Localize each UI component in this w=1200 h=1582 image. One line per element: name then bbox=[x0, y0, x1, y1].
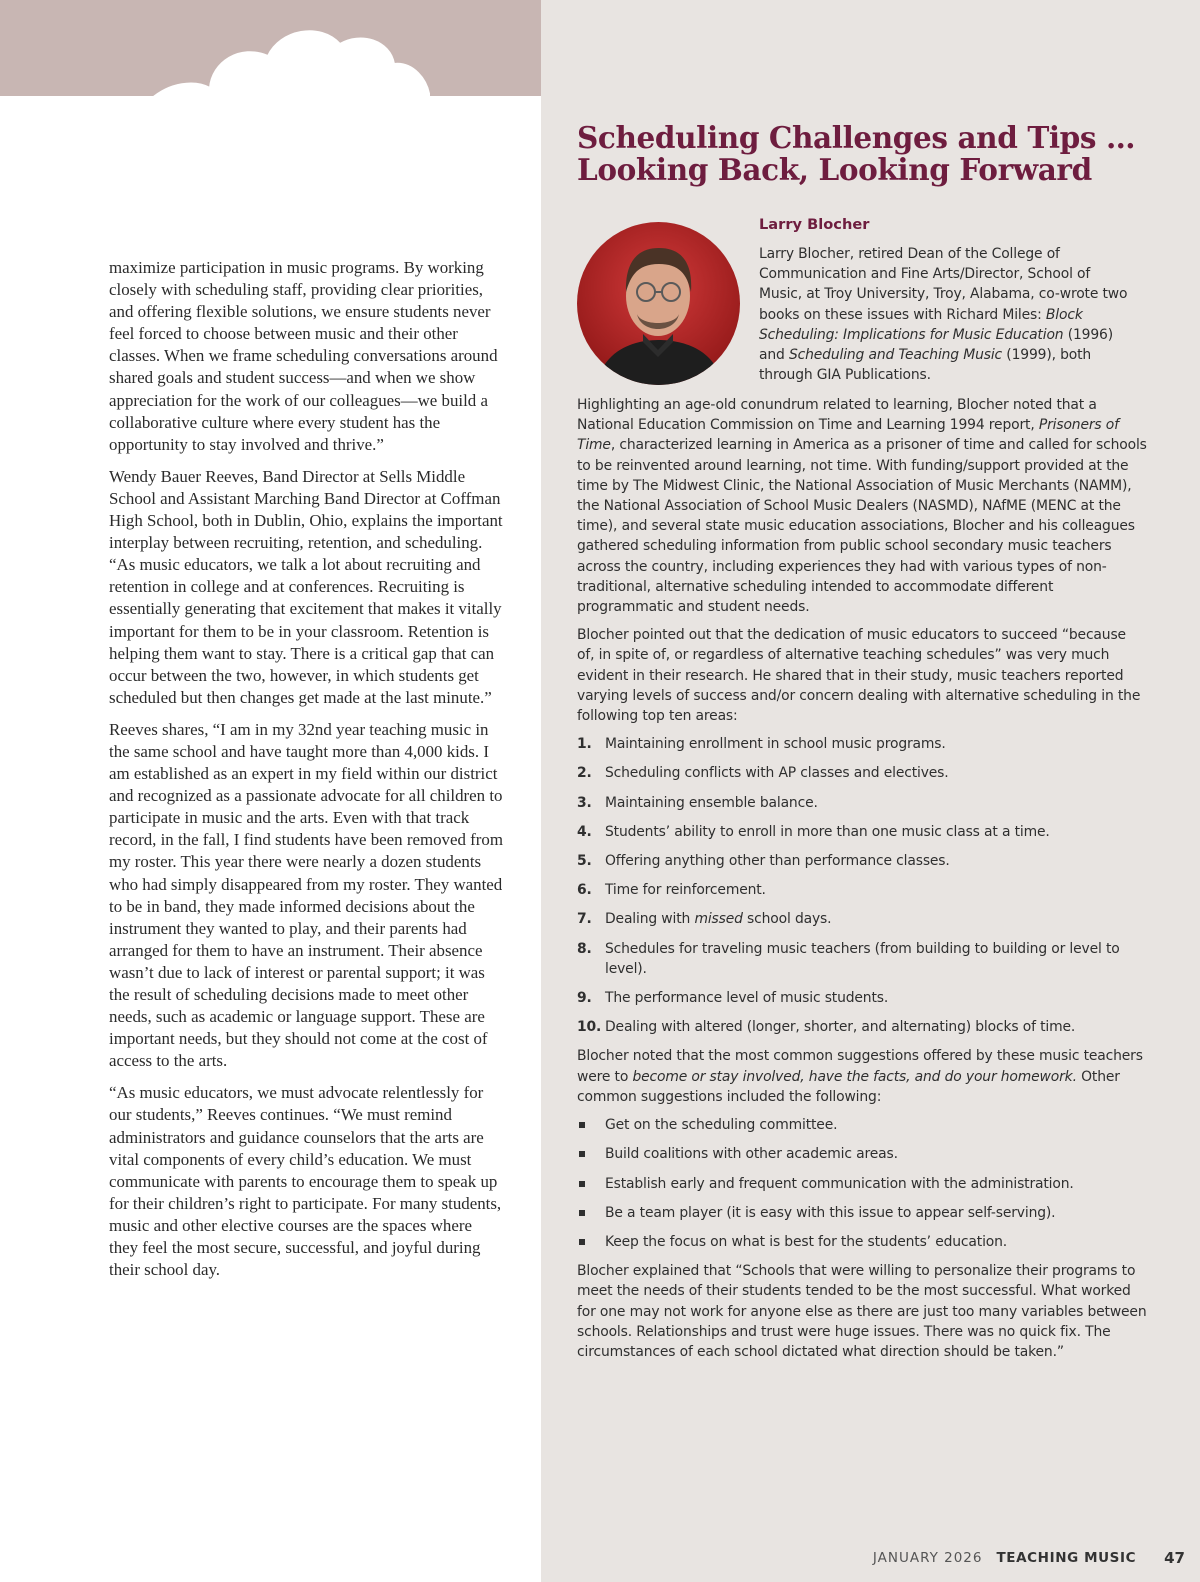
list-item-text: Offering anything other than performance classes. bbox=[605, 853, 950, 870]
list-item-text: Schedules for traveling music teachers (from building to building or level to level). bbox=[605, 940, 1120, 977]
square-bullet-icon bbox=[579, 1210, 585, 1216]
intro-text: Highlighting an age-old conundrum related to learning, Blocher noted that a National Education Commission on Time and Learning 1994 report, bbox=[577, 397, 1097, 434]
square-bullet-icon bbox=[579, 1239, 585, 1245]
book-title: Block Scheduling: Implications for Music Education bbox=[759, 306, 1083, 343]
list-item-text: school days. bbox=[742, 911, 832, 928]
closing-paragraph: Blocher explained that “Schools that were willing to personalize their programs to meet the needs of their students tended to be the most successful. What worked for one may not work for anyone else as there are just too many variables between schools. Relationships and trust were huge issues. There was no quick fix. The circumstances of each school dictated what direction should be taken.” bbox=[577, 1263, 1147, 1360]
list-number: 3. bbox=[577, 794, 592, 811]
issue-date: JANUARY 2026 bbox=[872, 1550, 983, 1566]
list-item bbox=[577, 1017, 1147, 1037]
list-item bbox=[577, 1144, 1147, 1164]
suggestions-intro bbox=[577, 1046, 1147, 1107]
list-item bbox=[577, 851, 1147, 871]
article-paragraph: Wendy Bauer Reeves, Band Director at Sells Middle School and Assistant Marching Band Director at Coffman High School, both in Dublin, Ohio, explains the important interplay between recruiting, retention, and scheduling. “As music educators, we talk a lot about recruiting and retention in college and at conferences. Recruiting is essentially generating that excitement that makes it vitally important for them to be in your classroom. Retention is helping them want to stay. There is a critical gap that can occur between the two, however, in which students get scheduled but then changes get made at the last minute.” bbox=[109, 466, 503, 707]
sidebar-title-line: Scheduling Challenges and Tips … bbox=[577, 120, 1136, 155]
list-number: 7. bbox=[577, 911, 592, 928]
list-number: 5. bbox=[577, 853, 592, 870]
intro-paragraph bbox=[577, 395, 1147, 617]
list-item-emphasis: missed bbox=[694, 911, 743, 928]
bio-text: (1996) and bbox=[759, 326, 1114, 364]
sidebar-title-line: Looking Back, Looking Forward bbox=[577, 152, 1092, 187]
list-item-text: Maintaining ensemble balance. bbox=[605, 794, 818, 811]
header-band bbox=[0, 0, 541, 96]
list-number: 2. bbox=[577, 765, 592, 782]
suggestions-list bbox=[577, 1115, 1147, 1252]
page-footer bbox=[873, 1548, 1185, 1568]
list-item bbox=[577, 763, 1147, 783]
list-number: 1. bbox=[577, 736, 592, 753]
list-item bbox=[577, 1174, 1147, 1194]
article-paragraph: “As music educators, we must advocate relentlessly for our students,” Reeves continues. “We must remind administrators and guidance counselors that the arts are vital components of every child’s education. We must communicate with parents to encourage them to speak up for their children’s right to participate. For many students, music and other elective courses are the spaces where they feel the most secure, successful, and joyful during their school day. bbox=[109, 1083, 502, 1280]
magazine-name: TEACHING MUSIC bbox=[996, 1550, 1137, 1566]
book-title: Scheduling and Teaching Music bbox=[788, 347, 1003, 364]
top-ten-list bbox=[577, 734, 1147, 1037]
author-bio bbox=[759, 244, 1129, 385]
list-number: 6. bbox=[577, 882, 592, 899]
author-portrait bbox=[577, 222, 740, 385]
author-name: Larry Blocher bbox=[759, 216, 870, 233]
list-item bbox=[577, 909, 1147, 929]
list-number: 8. bbox=[577, 940, 592, 957]
bio-text: Larry Blocher, retired Dean of the College of Communication and Fine Arts/Director, School of Music, at Troy University, Troy, Alabama, co-wrote two books on these issues with Richard Miles: bbox=[759, 246, 1128, 323]
list-item-text: The performance level of music students. bbox=[605, 990, 889, 1007]
list-item-text: Dealing with bbox=[605, 911, 695, 928]
sidebar-title bbox=[577, 122, 1177, 186]
list-item-text: Dealing with altered (longer, shorter, and alternating) blocks of time. bbox=[605, 1019, 1076, 1036]
list-item bbox=[577, 1203, 1147, 1223]
list-item bbox=[577, 880, 1147, 900]
list-item bbox=[577, 988, 1147, 1008]
suggestions-text: Blocher noted that the most common suggestions offered by these music teachers were to bbox=[577, 1048, 1143, 1085]
list-item bbox=[577, 793, 1147, 813]
list-item bbox=[577, 1115, 1147, 1135]
article-paragraph: Reeves shares, “I am in my 32nd year teaching music in the same school and have taught more than 4,000 kids. I am established as an expert in my field within our district and recognized as a passionate advocate for all children to participate in music and the arts. Even with that track record, in the fall, I find students have been removed from my roster. This year there were nearly a dozen students who had simply disappeared from my roster. They wanted to be in band, they made informed decisions about the instrument they wanted to play, and their parents had arranged for them to have an instrument. Their absence wasn’t due to lack of interest or parental support; it was the result of scheduling decisions made to meet other needs, such as academic or language support. These are important needs, but they should not come at the cost of access to the arts. bbox=[109, 719, 503, 1071]
square-bullet-icon bbox=[579, 1151, 585, 1157]
list-number: 10. bbox=[577, 1019, 602, 1036]
report-title: Prisoners of Time bbox=[577, 417, 1119, 454]
square-bullet-icon bbox=[579, 1122, 585, 1128]
square-bullet-icon bbox=[579, 1181, 585, 1187]
page-number: 47 bbox=[1164, 1549, 1185, 1567]
suggestions-emphasis: become or stay involved, have the facts, and do your homework. bbox=[632, 1068, 1077, 1085]
intro-text: , characterized learning in America as a prisoner of time and called for schools to be reinvented around learning, not time. With funding/support provided at the time by The Midwest Clinic, the National Association of Music Merchants (NAMM), the National Association of School Music Dealers (NASMD), NAfME (MENC at the time), and several state music education associations, Blocher and his colleagues gathered scheduling information from public school secondary music teachers across the country, including experiences they had with various types of non-traditional, alternative scheduling intended to accommodate different programmatic and student needs. bbox=[577, 437, 1147, 616]
bio-text: (1999), both through GIA Publications. bbox=[759, 347, 1092, 384]
list-item-text: Students’ ability to enroll in more than one music class at a time. bbox=[605, 823, 1050, 840]
main-article-column bbox=[109, 257, 504, 1291]
list-item bbox=[577, 734, 1147, 754]
list-item-text: Get on the scheduling committee. bbox=[605, 1117, 838, 1134]
list-item-text: Time for reinforcement. bbox=[605, 882, 766, 899]
list-item-text: Be a team player (it is easy with this issue to appear self-serving). bbox=[605, 1204, 1056, 1221]
list-item bbox=[577, 939, 1147, 979]
suggestions-text: Other common suggestions included the following: bbox=[577, 1068, 1120, 1105]
article-paragraph: maximize participation in music programs. By working closely with scheduling staff, providing clear priorities, and offering flexible solutions, we ensure students never feel forced to choose between music and their other classes. When we frame scheduling conversations around shared goals and student success—and when we show appreciation for the work of our colleagues—we build a collaborative culture where every student has the opportunity to stay involved and thrive.” bbox=[109, 258, 498, 454]
list-number: 9. bbox=[577, 990, 592, 1007]
list-item-text: Scheduling conflicts with AP classes and electives. bbox=[605, 765, 949, 782]
cloud-decoration bbox=[150, 22, 430, 102]
list-item-text: Maintaining enrollment in school music programs. bbox=[605, 736, 946, 753]
list-number: 4. bbox=[577, 823, 592, 840]
dedication-paragraph: Blocher pointed out that the dedication of music educators to succeed “because of, in spite of, or regardless of alternative teaching schedules” was very much evident in their research. He shared that in their study, music teachers reported varying levels of success and/or concern dealing with alternative scheduling in the following top ten areas: bbox=[577, 627, 1141, 725]
list-item-text: Build coalitions with other academic areas. bbox=[605, 1146, 898, 1163]
list-item-text: Keep the focus on what is best for the students’ education. bbox=[605, 1233, 1008, 1250]
sidebar-body bbox=[577, 395, 1147, 1370]
list-item-text: Establish early and frequent communication with the administration. bbox=[605, 1175, 1074, 1192]
list-item bbox=[577, 822, 1147, 842]
list-item bbox=[577, 1232, 1147, 1252]
